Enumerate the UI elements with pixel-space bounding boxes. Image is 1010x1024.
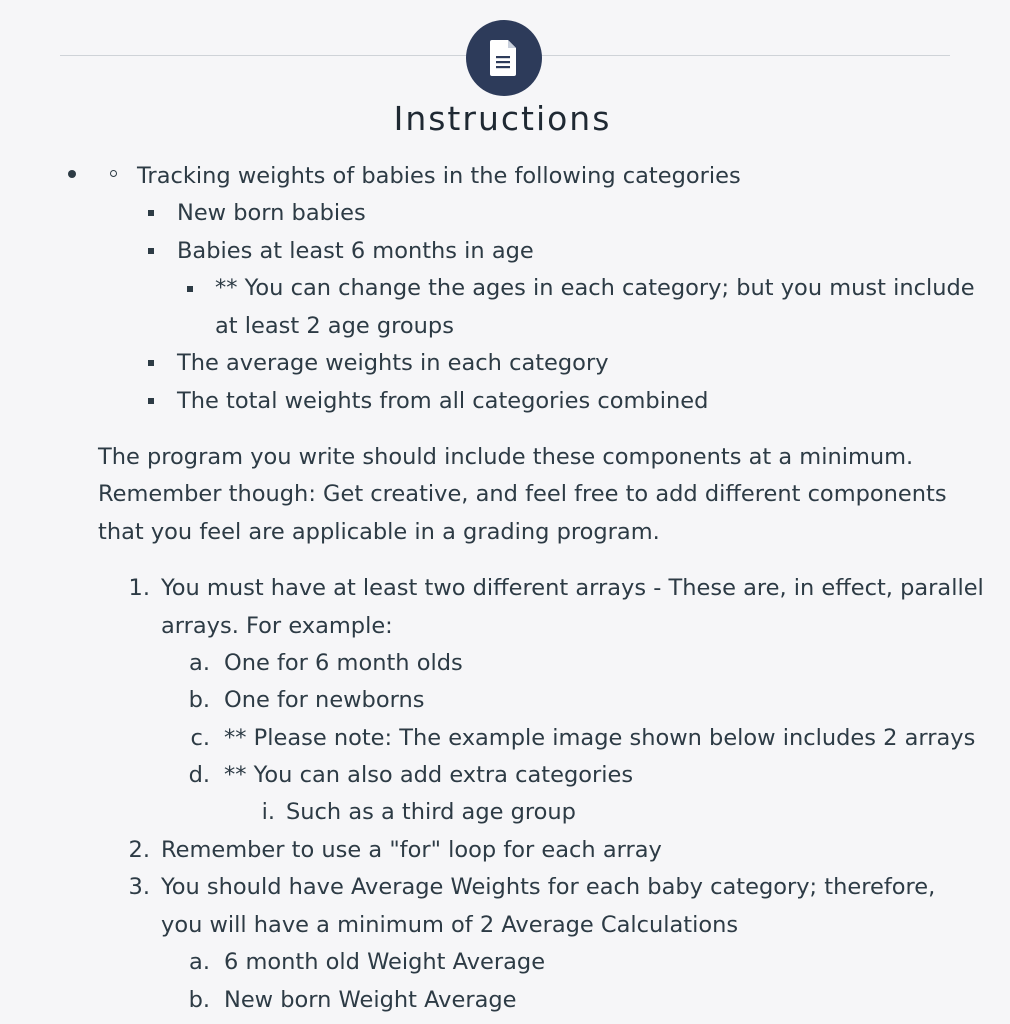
document-icon [466,20,542,96]
list-item: New born babies [177,200,366,226]
step-marker: 3. [128,874,150,900]
step-marker: 2. [128,837,150,863]
substep-text: ** Please note: The example image shown below includes 2 arrays [224,725,976,751]
substep-marker: a. [189,650,210,676]
list-item: The total weights from all categories combined [177,388,709,414]
bullet-square [187,286,193,292]
paragraph-line: The program you write should include these components at a minimum. [98,444,914,470]
list-note-line: at least 2 age groups [215,313,454,339]
bullet-square [148,360,154,366]
substep-text: New born Weight Average [224,987,517,1013]
paragraph-line: Remember though: Get creative, and feel free to add different components [98,481,947,507]
subsubstep-marker: i. [261,799,275,825]
bullet-square [148,210,154,216]
step-line: You should have Average Weights for each baby category; therefore, [161,874,936,900]
subsubstep-text: Such as a third age group [286,799,576,825]
list-intro: Tracking weights of babies in the following categories [137,163,741,189]
substep-marker: d. [188,762,210,788]
step-line: arrays. For example: [161,613,393,639]
bullet-square [148,248,154,254]
substep-marker: b. [188,687,210,713]
substep-marker: b. [188,987,210,1013]
paragraph-line: that you feel are applicable in a grading program. [98,519,660,545]
list-note-line: ** You can change the ages in each category; but you must include [215,275,975,301]
substep-marker: a. [189,949,210,975]
substep-text: 6 month old Weight Average [224,949,546,975]
substep-text: One for newborns [224,687,425,713]
step-line: Remember to use a "for" loop for each array [161,837,662,863]
substep-text: One for 6 month olds [224,650,463,676]
bullet-square [148,398,154,404]
bullet-disc [68,170,76,178]
substep-marker: c. [190,725,210,751]
substep-text: ** You can also add extra categories [224,762,634,788]
step-line: You must have at least two different arrays - These are, in effect, parallel [161,575,984,601]
list-item: The average weights in each category [177,350,609,376]
bullet-circle [110,170,117,177]
step-marker: 1. [128,575,150,601]
page-title: Instructions [393,99,612,138]
list-item: Babies at least 6 months in age [177,238,534,264]
step-line: you will have a minimum of 2 Average Calculations [161,912,739,938]
document-glyph [489,39,519,77]
